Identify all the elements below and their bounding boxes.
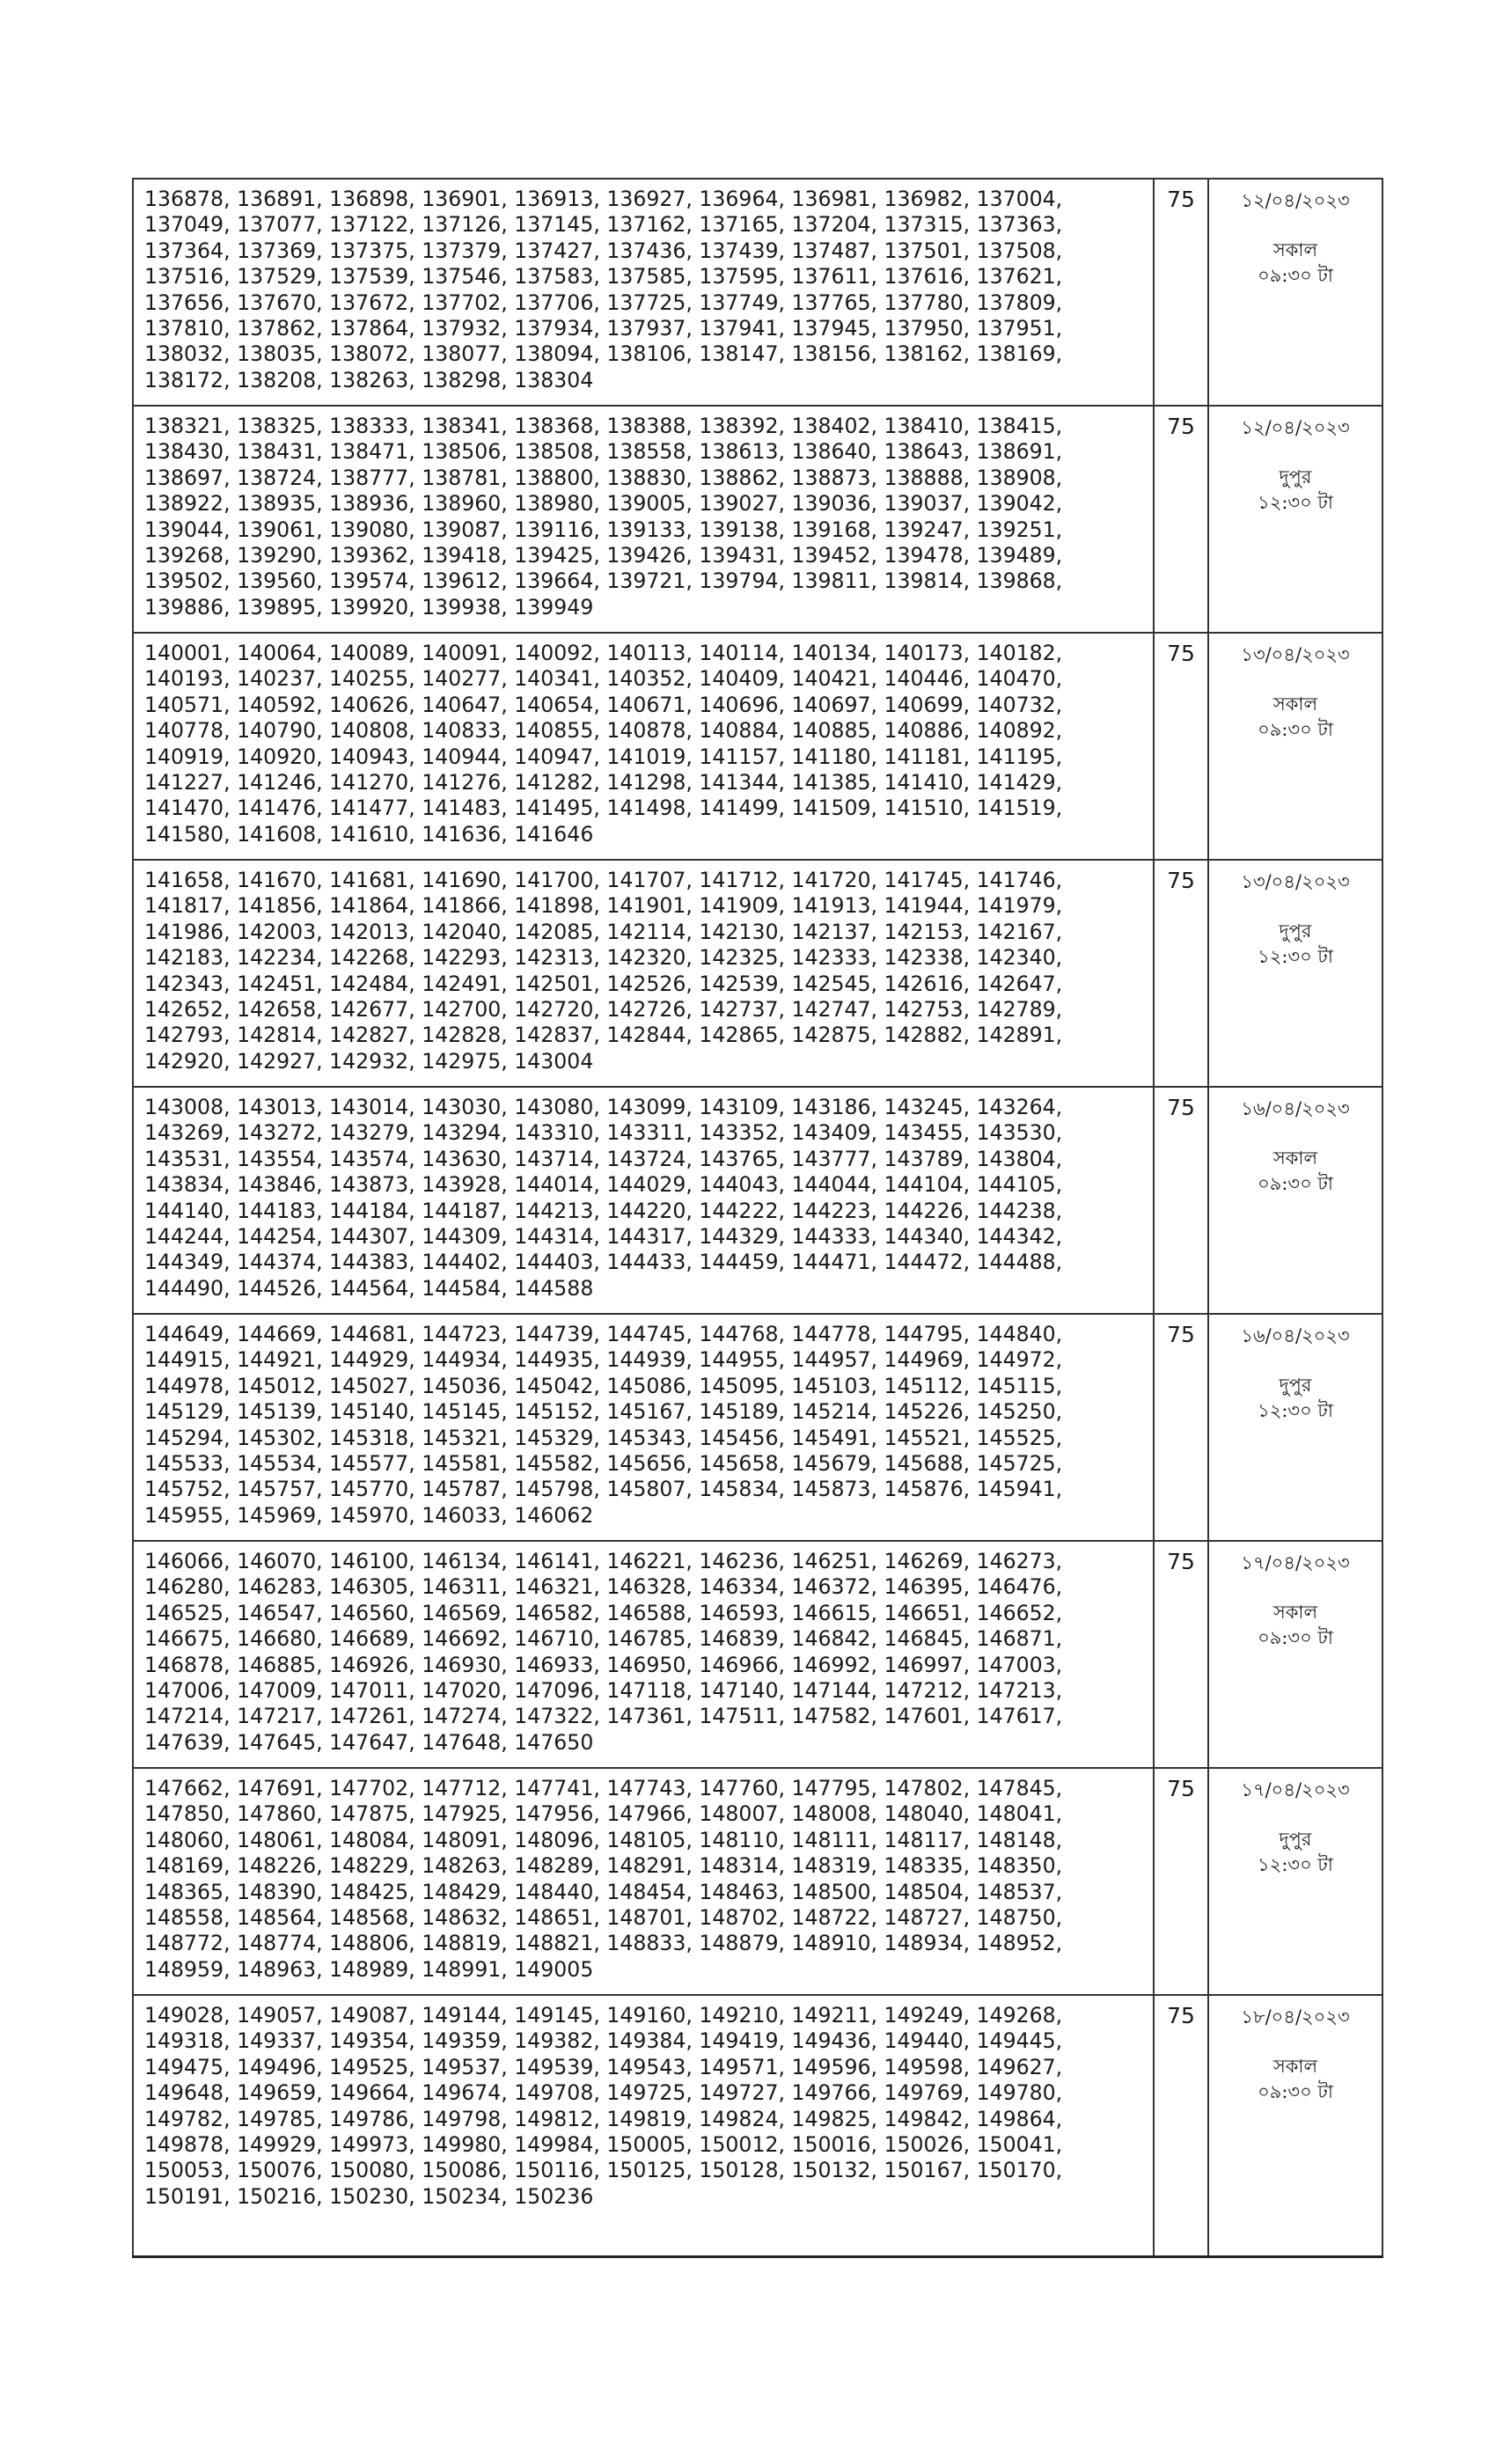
roll-numbers-cell: 140001, 140064, 140089, 140091, 140092, 140113, 140114, 140134, 140173, 140182, 140193, 140237, 140255, 140277, 140341, 140352, 140409, 140421, 140446, 140470, 140571, 140592, 140626, 140647, 140654, 140671, 140696, 140697, 140699, 140732, 140778, 140790, 140808, 140833, 140855, 140878, 140884, 140885, 140886, 140892, 140919, 140920, 140943, 140944, 140947, 141019, 141157, 141180, 141181, 141195, 141227, 141246, 141270, 141276, 141282, 141298, 141344, 141385, 141410, 141429, 141470, 141476, 141477, 141483, 141495, 141498, 141499, 141509, 141510, 141519, 141580, 141608, 141610, 141636, 141646 <box>133 633 1154 860</box>
exam-date: ১৩/০৪/২০২৩ <box>1241 871 1350 892</box>
exam-time-cell <box>1208 1995 1382 2256</box>
exam-time-cell <box>1208 860 1382 1087</box>
exam-clock-time: ০৯:৩০ টা <box>1258 1627 1333 1648</box>
roll-numbers-cell: 147662, 147691, 147702, 147712, 147741, 147743, 147760, 147795, 147802, 147845, 147850, 147860, 147875, 147925, 147956, 147966, 148007, 148008, 148040, 148041, 148060, 148061, 148084, 148091, 148096, 148105, 148110, 148111, 148117, 148148, 148169, 148226, 148229, 148263, 148289, 148291, 148314, 148319, 148335, 148350, 148365, 148390, 148425, 148429, 148440, 148454, 148463, 148500, 148504, 148537, 148558, 148564, 148568, 148632, 148651, 148701, 148702, 148722, 148727, 148750, 148772, 148774, 148806, 148819, 148821, 148833, 148879, 148910, 148934, 148952, 148959, 148963, 148989, 148991, 149005 <box>133 1768 1154 1995</box>
exam-date: ১৭/০৪/২০২৩ <box>1241 1552 1350 1573</box>
exam-time-cell <box>1208 179 1382 406</box>
table-row <box>133 633 1382 860</box>
candidate-count-cell: 75 <box>1154 179 1208 406</box>
exam-session: সকাল <box>1272 1602 1318 1623</box>
candidate-count-cell: 75 <box>1154 633 1208 860</box>
candidate-count-cell: 75 <box>1154 860 1208 1087</box>
roll-numbers-cell: 138321, 138325, 138333, 138341, 138368, 138388, 138392, 138402, 138410, 138415, 138430, 138431, 138471, 138506, 138508, 138558, 138613, 138640, 138643, 138691, 138697, 138724, 138777, 138781, 138800, 138830, 138862, 138873, 138888, 138908, 138922, 138935, 138936, 138960, 138980, 139005, 139027, 139036, 139037, 139042, 139044, 139061, 139080, 139087, 139116, 139133, 139138, 139168, 139247, 139251, 139268, 139290, 139362, 139418, 139425, 139426, 139431, 139452, 139478, 139489, 139502, 139560, 139574, 139612, 139664, 139721, 139794, 139811, 139814, 139868, 139886, 139895, 139920, 139938, 139949 <box>133 406 1154 633</box>
exam-clock-time: ০৯:৩০ টা <box>1258 719 1333 740</box>
exam-date: ১৬/০৪/২০২৩ <box>1241 1325 1350 1346</box>
exam-time-cell <box>1208 1087 1382 1314</box>
candidate-count-cell: 75 <box>1154 1995 1208 2256</box>
exam-session: সকাল <box>1272 2056 1318 2077</box>
table-row <box>133 1314 1382 1541</box>
table-row <box>133 406 1382 633</box>
candidate-count-cell: 75 <box>1154 1768 1208 1995</box>
roll-numbers-cell: 136878, 136891, 136898, 136901, 136913, 136927, 136964, 136981, 136982, 137004, 137049, 137077, 137122, 137126, 137145, 137162, 137165, 137204, 137315, 137363, 137364, 137369, 137375, 137379, 137427, 137436, 137439, 137487, 137501, 137508, 137516, 137529, 137539, 137546, 137583, 137585, 137595, 137611, 137616, 137621, 137656, 137670, 137672, 137702, 137706, 137725, 137749, 137765, 137780, 137809, 137810, 137862, 137864, 137932, 137934, 137937, 137941, 137945, 137950, 137951, 138032, 138035, 138072, 138077, 138094, 138106, 138147, 138156, 138162, 138169, 138172, 138208, 138263, 138298, 138304 <box>133 179 1154 406</box>
exam-session: দুপুর <box>1279 1375 1312 1396</box>
exam-clock-time: ১২:৩০ টা <box>1258 1400 1333 1421</box>
exam-date: ১৩/০৪/২০২৩ <box>1241 644 1350 665</box>
exam-clock-time: ১২:৩০ টা <box>1258 946 1333 967</box>
roll-numbers-cell: 144649, 144669, 144681, 144723, 144739, 144745, 144768, 144778, 144795, 144840, 144915, 144921, 144929, 144934, 144935, 144939, 144955, 144957, 144969, 144972, 144978, 145012, 145027, 145036, 145042, 145086, 145095, 145103, 145112, 145115, 145129, 145139, 145140, 145145, 145152, 145167, 145189, 145214, 145226, 145250, 145294, 145302, 145318, 145321, 145329, 145343, 145456, 145491, 145521, 145525, 145533, 145534, 145577, 145581, 145582, 145656, 145658, 145679, 145688, 145725, 145752, 145757, 145770, 145787, 145798, 145807, 145834, 145873, 145876, 145941, 145955, 145969, 145970, 146033, 146062 <box>133 1314 1154 1541</box>
exam-clock-time: ০৯:৩০ টা <box>1258 2081 1333 2102</box>
roll-numbers-cell: 143008, 143013, 143014, 143030, 143080, 143099, 143109, 143186, 143245, 143264, 143269, 143272, 143279, 143294, 143310, 143311, 143352, 143409, 143455, 143530, 143531, 143554, 143574, 143630, 143714, 143724, 143765, 143777, 143789, 143804, 143834, 143846, 143873, 143928, 144014, 144029, 144043, 144044, 144104, 144105, 144140, 144183, 144184, 144187, 144213, 144220, 144222, 144223, 144226, 144238, 144244, 144254, 144307, 144309, 144314, 144317, 144329, 144333, 144340, 144342, 144349, 144374, 144383, 144402, 144403, 144433, 144459, 144471, 144472, 144488, 144490, 144526, 144564, 144584, 144588 <box>133 1087 1154 1314</box>
exam-session: সকাল <box>1272 693 1318 715</box>
roll-numbers-cell: 146066, 146070, 146100, 146134, 146141, 146221, 146236, 146251, 146269, 146273, 146280, 146283, 146305, 146311, 146321, 146328, 146334, 146372, 146395, 146476, 146525, 146547, 146560, 146569, 146582, 146588, 146593, 146615, 146651, 146652, 146675, 146680, 146689, 146692, 146710, 146785, 146839, 146842, 146845, 146871, 146878, 146885, 146926, 146930, 146933, 146950, 146966, 146992, 146997, 147003, 147006, 147009, 147011, 147020, 147096, 147118, 147140, 147144, 147212, 147213, 147214, 147217, 147261, 147274, 147322, 147361, 147511, 147582, 147601, 147617, 147639, 147645, 147647, 147648, 147650 <box>133 1541 1154 1768</box>
roll-numbers-cell: 141658, 141670, 141681, 141690, 141700, 141707, 141712, 141720, 141745, 141746, 141817, 141856, 141864, 141866, 141898, 141901, 141909, 141913, 141944, 141979, 141986, 142003, 142013, 142040, 142085, 142114, 142130, 142137, 142153, 142167, 142183, 142234, 142268, 142293, 142313, 142320, 142325, 142333, 142338, 142340, 142343, 142451, 142484, 142491, 142501, 142526, 142539, 142545, 142616, 142647, 142652, 142658, 142677, 142700, 142720, 142726, 142737, 142747, 142753, 142789, 142793, 142814, 142827, 142828, 142837, 142844, 142865, 142875, 142882, 142891, 142920, 142927, 142932, 142975, 143004 <box>133 860 1154 1087</box>
candidate-count-cell: 75 <box>1154 1541 1208 1768</box>
table-row <box>133 860 1382 1087</box>
exam-clock-time: ১২:৩০ টা <box>1258 1854 1333 1875</box>
exam-clock-time: ০৯:৩০ টা <box>1258 1173 1333 1194</box>
exam-clock-time: ১২:৩০ টা <box>1258 492 1333 513</box>
exam-schedule-table <box>132 178 1383 2258</box>
exam-date: ১৮/০৪/২০২৩ <box>1241 2006 1350 2028</box>
table-row <box>133 1995 1382 2256</box>
table-row <box>133 179 1382 406</box>
exam-clock-time: ০৯:৩০ টা <box>1258 265 1333 286</box>
exam-session: দুপুর <box>1279 920 1312 942</box>
exam-session: দুপুর <box>1279 1829 1312 1850</box>
exam-session: সকাল <box>1272 1148 1318 1169</box>
table-row <box>133 1087 1382 1314</box>
exam-time-cell <box>1208 1314 1382 1541</box>
exam-session: সকাল <box>1272 239 1318 260</box>
candidate-count-cell: 75 <box>1154 1087 1208 1314</box>
candidate-count-cell: 75 <box>1154 1314 1208 1541</box>
roll-numbers-cell: 149028, 149057, 149087, 149144, 149145, 149160, 149210, 149211, 149249, 149268, 149318, 149337, 149354, 149359, 149382, 149384, 149419, 149436, 149440, 149445, 149475, 149496, 149525, 149537, 149539, 149543, 149571, 149596, 149598, 149627, 149648, 149659, 149664, 149674, 149708, 149725, 149727, 149766, 149769, 149780, 149782, 149785, 149786, 149798, 149812, 149819, 149824, 149825, 149842, 149864, 149878, 149929, 149973, 149980, 149984, 150005, 150012, 150016, 150026, 150041, 150053, 150076, 150080, 150086, 150116, 150125, 150128, 150132, 150167, 150170, 150191, 150216, 150230, 150234, 150236 <box>133 1995 1154 2256</box>
exam-time-cell <box>1208 1541 1382 1768</box>
exam-time-cell <box>1208 633 1382 860</box>
table-row <box>133 1768 1382 1995</box>
exam-time-cell <box>1208 406 1382 633</box>
exam-date: ১৭/০৪/২০২৩ <box>1241 1779 1350 1800</box>
exam-date: ১৬/০৪/২০২৩ <box>1241 1098 1350 1119</box>
exam-session: দুপুর <box>1279 466 1312 488</box>
exam-time-cell <box>1208 1768 1382 1995</box>
exam-date: ১২/০৪/২০২৩ <box>1241 190 1350 211</box>
table-row <box>133 1541 1382 1768</box>
exam-date: ১২/০৪/২০২৩ <box>1241 417 1350 438</box>
candidate-count-cell: 75 <box>1154 406 1208 633</box>
